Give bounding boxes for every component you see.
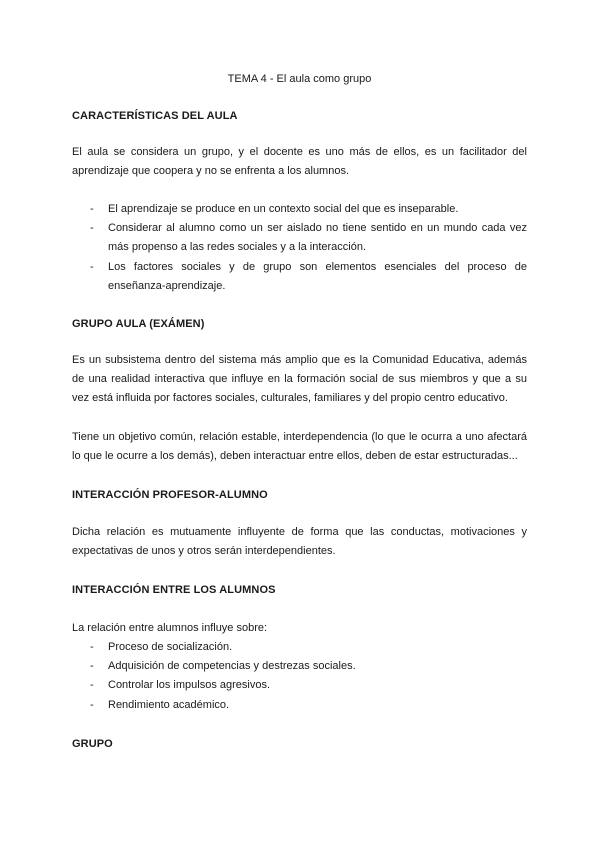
document-title: TEMA 4 - El aula como grupo bbox=[227, 73, 372, 85]
paragraph-grupo-aula-1: Es un subsistema dentro del sistema más amplio que es la Comunidad Educativa, además de una realidad interactiva que influye en la formación social de sus miembros y que a su vez está influida por factores sociales, culturales, familiares y del propio centro educativo. bbox=[72, 354, 527, 405]
dash-bullet: - bbox=[90, 698, 94, 711]
list-entre-alumnos bbox=[72, 638, 527, 715]
paragraph-profesor-alumno: Dicha relación es mutuamente influyente de forma que las conductas, motivaciones y expectativas de unos y otros serán interdependientes. bbox=[72, 526, 527, 558]
list-item-text: Adquisición de competencias y destrezas sociales. bbox=[108, 660, 356, 673]
dash-bullet: - bbox=[90, 260, 94, 273]
paragraph-grupo-aula-2: Tiene un objetivo común, relación estable, interdependencia (lo que le ocurra a uno afectará lo que le ocurre a los demás), deben interactuar entre ellos, deben de estar estructuradas... bbox=[72, 431, 527, 463]
list-item-text: Proceso de socialización. bbox=[108, 641, 233, 653]
list-item bbox=[72, 219, 527, 257]
list-item bbox=[72, 258, 527, 296]
dash-bullet: - bbox=[90, 679, 94, 692]
list-item-text: El aprendizaje se produce en un contexto social del que es inseparable. bbox=[108, 203, 459, 215]
list-item bbox=[72, 200, 527, 219]
heading-profesor-alumno: INTERACCIÓN PROFESOR-ALUMNO bbox=[72, 489, 268, 501]
list-item-text: Controlar los impulsos agresivos. bbox=[108, 679, 271, 692]
list-caracteristicas bbox=[72, 200, 527, 296]
heading-entre-alumnos: INTERACCIÓN ENTRE LOS ALUMNOS bbox=[72, 584, 276, 596]
dash-bullet: - bbox=[90, 222, 94, 235]
dash-bullet: - bbox=[90, 641, 94, 653]
heading-caracteristicas: CARACTERÍSTICAS DEL AULA bbox=[72, 110, 238, 122]
heading-grupo: GRUPO bbox=[72, 738, 113, 750]
list-item bbox=[72, 696, 527, 715]
paragraph-caracteristicas-intro: El aula se considera un grupo, y el docente es uno más de ellos, es un facilitador del aprendizaje que coopera y no se enfrenta a los alumnos. bbox=[72, 146, 527, 178]
list-item bbox=[72, 657, 527, 676]
list-item-text: Los factores sociales y de grupo son elementos esenciales del proceso de enseñanza-aprendizaje. bbox=[108, 260, 527, 292]
list-item-text: Rendimiento académico. bbox=[108, 698, 230, 711]
dash-bullet: - bbox=[90, 660, 94, 673]
list-item bbox=[72, 638, 527, 657]
paragraph-entre-alumnos-intro: La relación entre alumnos influye sobre: bbox=[72, 622, 268, 634]
list-item bbox=[72, 676, 527, 695]
dash-bullet: - bbox=[90, 203, 94, 215]
heading-grupo-aula: GRUPO AULA (EXÁMEN) bbox=[72, 318, 205, 330]
list-item-text: Considerar al alumno como un ser aislado no tiene sentido en un mundo cada vez más propenso a las redes sociales y a la interacción. bbox=[108, 222, 527, 254]
